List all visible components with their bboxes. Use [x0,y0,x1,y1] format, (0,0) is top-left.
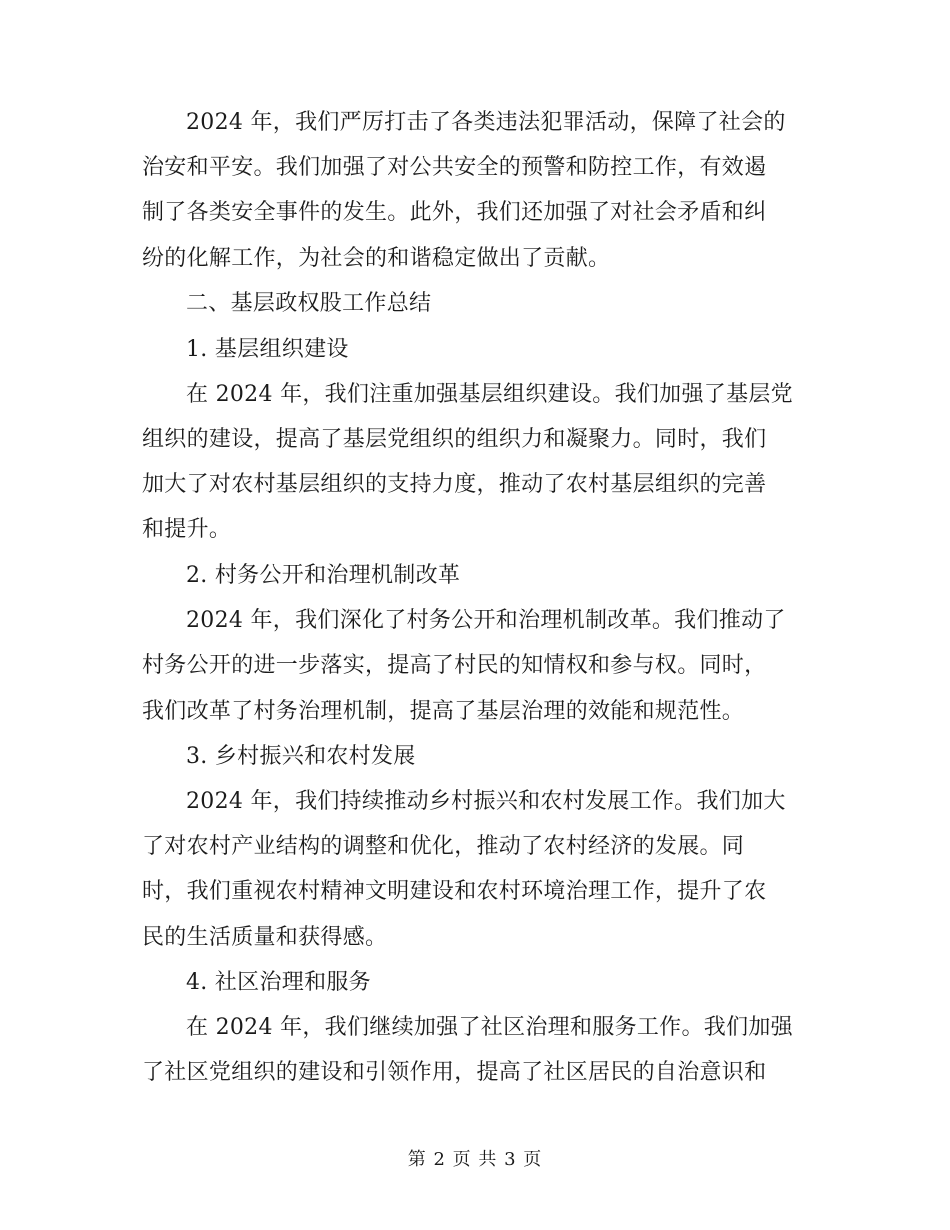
subsection-heading: 4. 社区治理和服务 [186,970,371,995]
text-line: 和提升。 [142,517,232,542]
text-line: 村务公开的进一步落实，提高了村民的知情权和参与权。同时， [142,653,767,678]
text-line: 制了各类安全事件的发生。此外，我们还加强了对社会矛盾和纠 [142,200,767,225]
text-line: 2024 年，我们持续推动乡村振兴和农村发展工作。我们加大 [186,789,786,814]
text-line: 组织的建设，提高了基层党组织的组织力和凝聚力。同时，我们 [142,427,767,452]
text-line: 民的生活质量和获得感。 [142,925,388,950]
section-heading: 二、基层政权股工作总结 [186,291,432,316]
text-line: 治安和平安。我们加强了对公共安全的预警和防控工作，有效遏 [142,155,767,180]
text-line: 在 2024 年，我们注重加强基层组织建设。我们加强了基层党 [186,382,793,407]
text-line: 了社区党组织的建设和引领作用，提高了社区居民的自治意识和 [142,1060,767,1085]
text-line: 了对农村产业结构的调整和优化，推动了农村经济的发展。同 [142,834,745,859]
text-line: 时，我们重视农村精神文明建设和农村环境治理工作，提升了农 [142,879,767,904]
page-number-footer: 第 2 页 共 3 页 [407,1149,543,1170]
subsection-heading: 2. 村务公开和治理机制改革 [186,563,461,588]
text-line: 我们改革了村务治理机制，提高了基层治理的效能和规范性。 [142,699,745,724]
text-line: 加大了对农村基层组织的支持力度，推动了农村基层组织的完善 [142,472,767,497]
subsection-heading: 3. 乡村振兴和农村发展 [186,744,416,769]
text-line: 2024 年，我们严厉打击了各类违法犯罪活动，保障了社会的 [186,110,786,135]
text-line: 在 2024 年，我们继续加强了社区治理和服务工作。我们加强 [186,1015,793,1040]
text-line: 纷的化解工作，为社会的和谐稳定做出了贡献。 [142,246,611,271]
subsection-heading: 1. 基层组织建设 [186,337,349,362]
text-line: 2024 年，我们深化了村务公开和治理机制改革。我们推动了 [186,608,786,633]
